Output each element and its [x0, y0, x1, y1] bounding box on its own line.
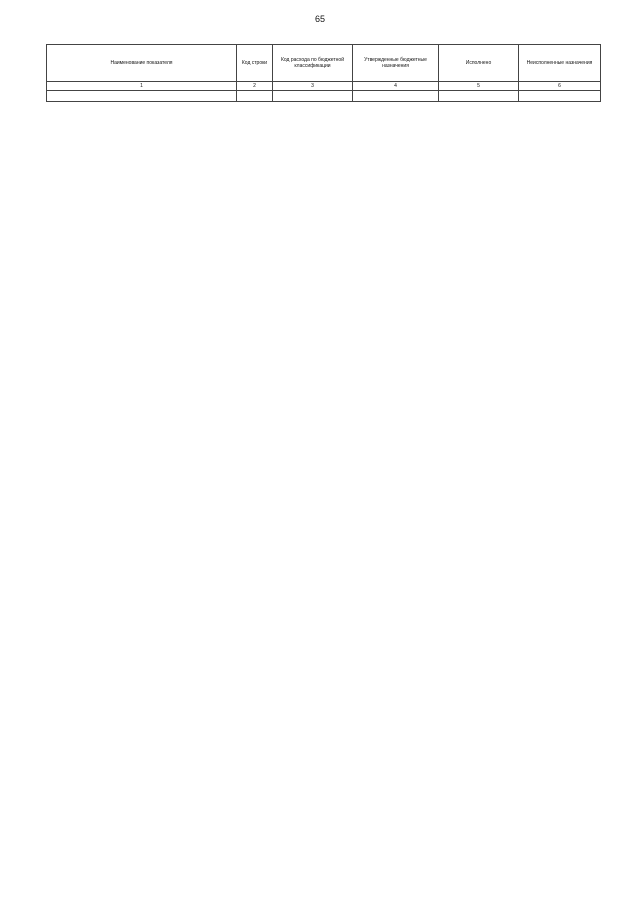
header-expense-code: Код расхода по бюджетной классификации	[273, 45, 353, 82]
column-number-row	[47, 82, 601, 91]
header-indicator-name: Наименование показателя	[47, 45, 237, 82]
column-number: 1	[47, 82, 237, 91]
column-number: 3	[273, 82, 353, 91]
table-header-row	[47, 45, 601, 82]
table-row	[47, 91, 601, 102]
column-number: 4	[353, 82, 439, 91]
column-number: 5	[439, 82, 519, 91]
column-number: 2	[237, 82, 273, 91]
header-executed: Исполнено	[439, 45, 519, 82]
page-number: 65	[314, 14, 325, 24]
column-number: 6	[519, 82, 601, 91]
budget-execution-table	[46, 44, 601, 102]
header-line-code: Код строки	[237, 45, 273, 82]
header-unexecuted: Неисполненные назначения	[519, 45, 601, 82]
header-approved: Утвержденные бюджетные назначения	[353, 45, 439, 82]
